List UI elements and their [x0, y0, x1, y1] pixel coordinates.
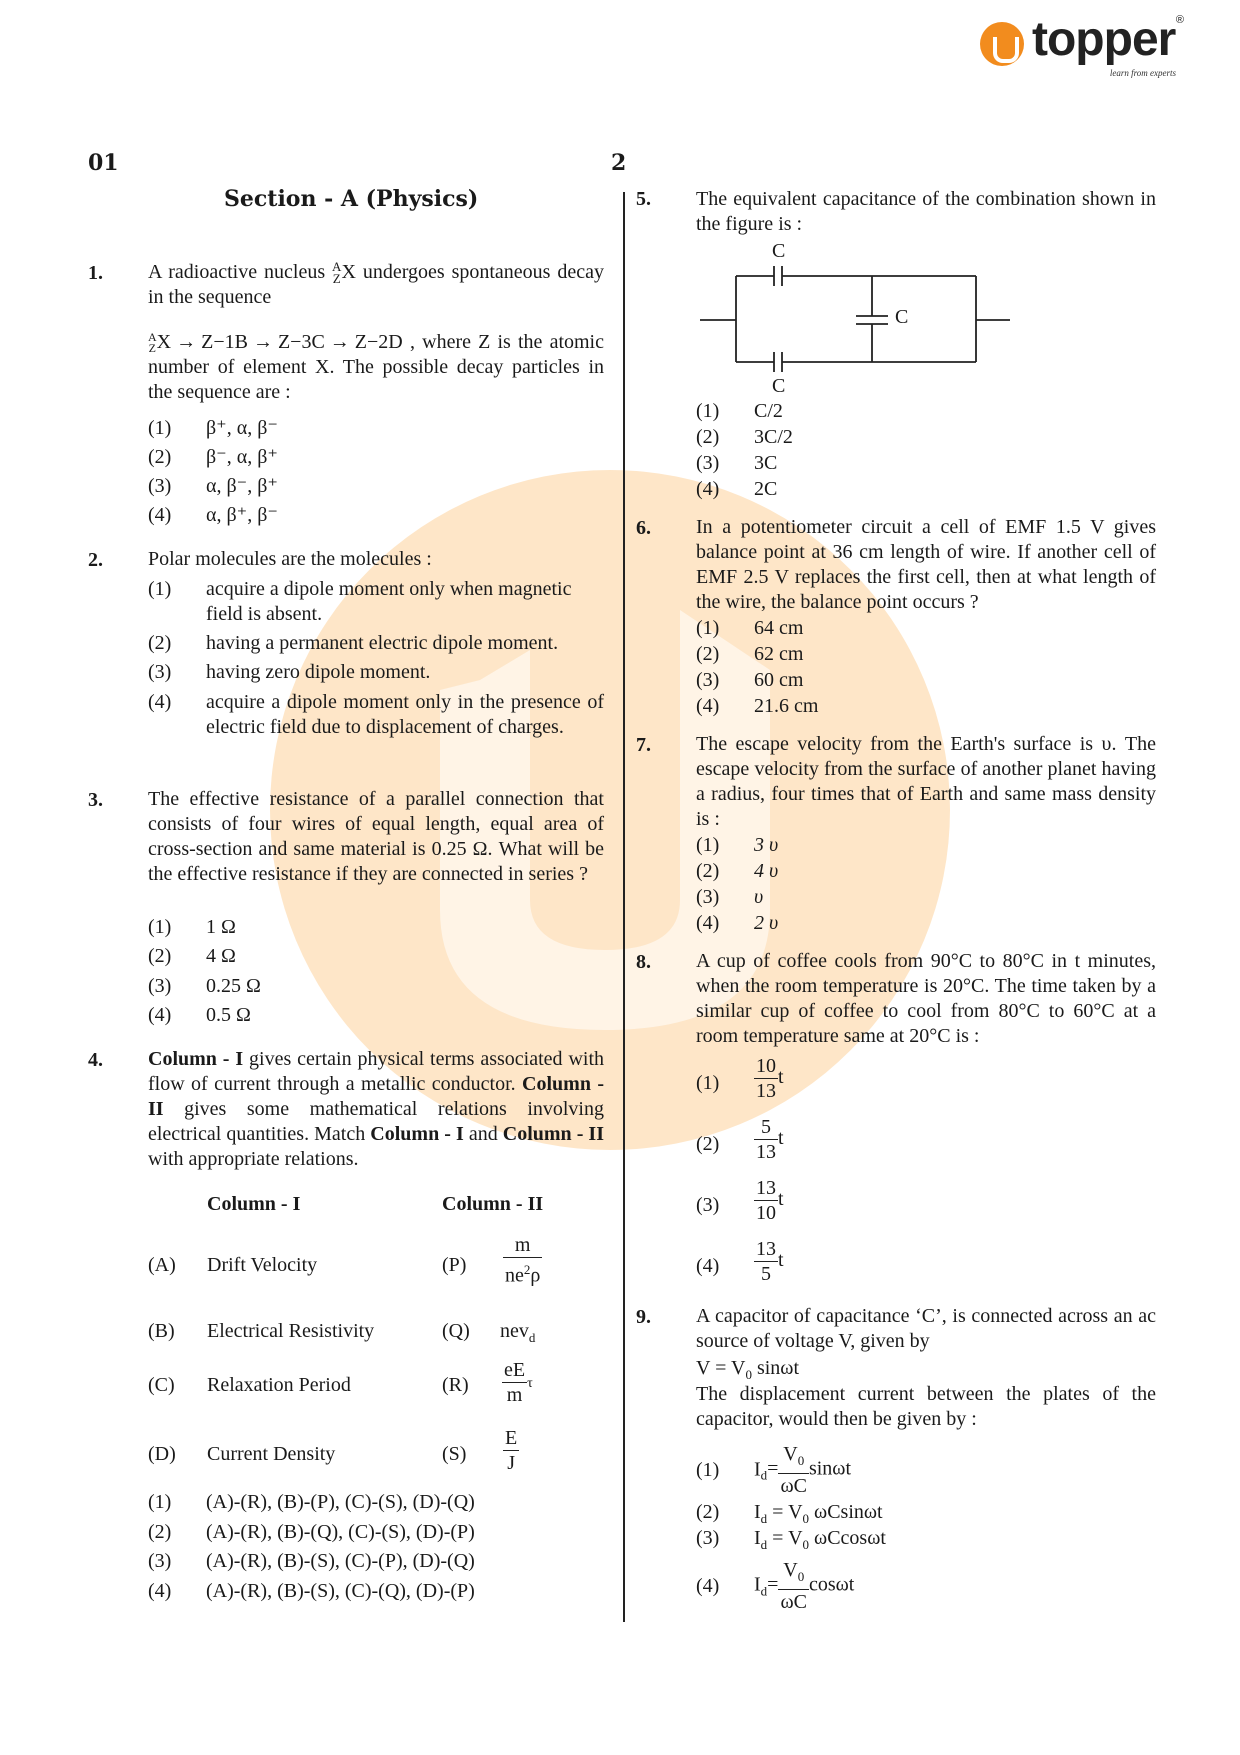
- logo-circle-icon: [980, 22, 1024, 66]
- question-4-text: Column - I gives certain physical terms associated with flow of current through a metallic conductor. Column - II gives some mathematical relations involving electrical quantities. Match Column - I and Column - II with appropriate relations.: [148, 1048, 604, 1170]
- question-1-text: A radioactive nucleus A Z X undergoes spontaneous decay in the sequence: [148, 259, 604, 309]
- question-number: 9.: [636, 1306, 651, 1328]
- row-label: (C): [148, 1374, 175, 1396]
- row-term: Electrical Resistivity: [207, 1320, 375, 1342]
- question-5-text: The equivalent capacitance of the combination shown in the figure is :: [696, 188, 1156, 235]
- question-9-equation: $V = V_0$ sinωt: [696, 1357, 800, 1382]
- row-label: (D): [148, 1443, 176, 1465]
- question-9-text-cont: The displacement current between the plates of the capacitor, would then be given by :: [696, 1383, 1156, 1430]
- question-7-text: The escape velocity from the Earth's surface is υ. The escape velocity from the surface of another planet having a radius, four times that of Earth and same mass density is :: [696, 733, 1156, 830]
- cap-label-middle: C: [895, 306, 909, 328]
- option: (1) $I_d=$ $\frac{V_0}{\omega C}$ sinωt: [696, 1443, 852, 1497]
- relation-q: nev$_d$: [500, 1320, 536, 1345]
- row-term: Current Density: [207, 1443, 336, 1465]
- column-2-header: Column - II: [442, 1193, 544, 1215]
- question-number: 5.: [636, 188, 651, 210]
- relation-s: $\frac{E}{J}$: [505, 1427, 518, 1474]
- row-label: (P): [442, 1254, 467, 1276]
- row-label: (A): [148, 1254, 176, 1276]
- question-number: 1.: [88, 262, 103, 284]
- logo-registered: ®: [1175, 14, 1184, 26]
- column-1-header: Column - I: [207, 1193, 301, 1215]
- option: (3) $\frac{13}{10}$ t: [696, 1177, 784, 1224]
- topper-logo: [980, 13, 1184, 84]
- question-number: 2.: [88, 549, 103, 571]
- question-2-text: Polar molecules are the molecules :: [148, 548, 432, 570]
- question-number: 7.: [636, 734, 651, 756]
- question-number: 4.: [88, 1049, 103, 1071]
- relation-r: $\frac{eE}{m}$ τ: [504, 1359, 533, 1406]
- option: (2) $\frac{5}{13}$ t: [696, 1116, 784, 1163]
- question-number: 8.: [636, 951, 651, 973]
- paper-code: 01: [88, 150, 119, 176]
- page-number: 2: [611, 150, 627, 176]
- row-label: (R): [442, 1374, 469, 1396]
- section-title: Section - A (Physics): [224, 186, 479, 212]
- question-6-text: In a potentiometer circuit a cell of EMF 1.5 V gives balance point at 36 cm length of wire. If another cell of EMF 2.5 V replaces the first cell, then at what length of the wire, the balance point occurs ?: [696, 516, 1156, 613]
- cap-label-top: C: [772, 240, 786, 262]
- logo-tagline: learn from experts: [1109, 68, 1176, 78]
- row-term: Drift Velocity: [207, 1254, 318, 1276]
- row-term: Relaxation Period: [207, 1374, 351, 1396]
- question-number: 6.: [636, 517, 651, 539]
- logo-text: topper: [1032, 13, 1176, 66]
- question-1-sequence: A Z X → Z−1B → Z−3C → Z−2D: [148, 330, 403, 356]
- row-label: (B): [148, 1320, 175, 1342]
- capacitor-circuit-diagram: [700, 238, 1020, 398]
- question-number: 3.: [88, 789, 103, 811]
- row-label: (Q): [442, 1320, 470, 1342]
- option: (4) $I_d=$ $\frac{V_0}{\omega C}$ cosωt: [696, 1559, 855, 1613]
- cap-label-bottom: C: [772, 375, 786, 397]
- question-1-text-cont: , where Z is the atomic number of element X. The possible decay particles in the sequence are :: [148, 331, 604, 403]
- question-3-text: The effective resistance of a parallel connection that consists of four wires of equal length, equal area of cross-section and same material is 0.25 Ω. What will be the effective resistance if they are connected in series ?: [148, 788, 604, 885]
- question-8-text: A cup of coffee cools from 90°C to 80°C in t minutes, when the room temperature is 20°C. The time taken by a similar cup of coffee to cool from 80°C to 60°C at a room temperature same at 20°C is :: [696, 950, 1156, 1047]
- question-9-text: A capacitor of capacitance ‘C’, is connected across an ac source of voltage V, given by: [696, 1305, 1156, 1352]
- option: (1) $\frac{10}{13}$ t: [696, 1055, 784, 1102]
- relation-p: $\frac{m}{ne^2\rho}$: [505, 1234, 541, 1287]
- column-divider: [623, 192, 625, 1622]
- option: (4) $\frac{13}{5}$ t: [696, 1238, 784, 1285]
- row-label: (S): [442, 1443, 467, 1465]
